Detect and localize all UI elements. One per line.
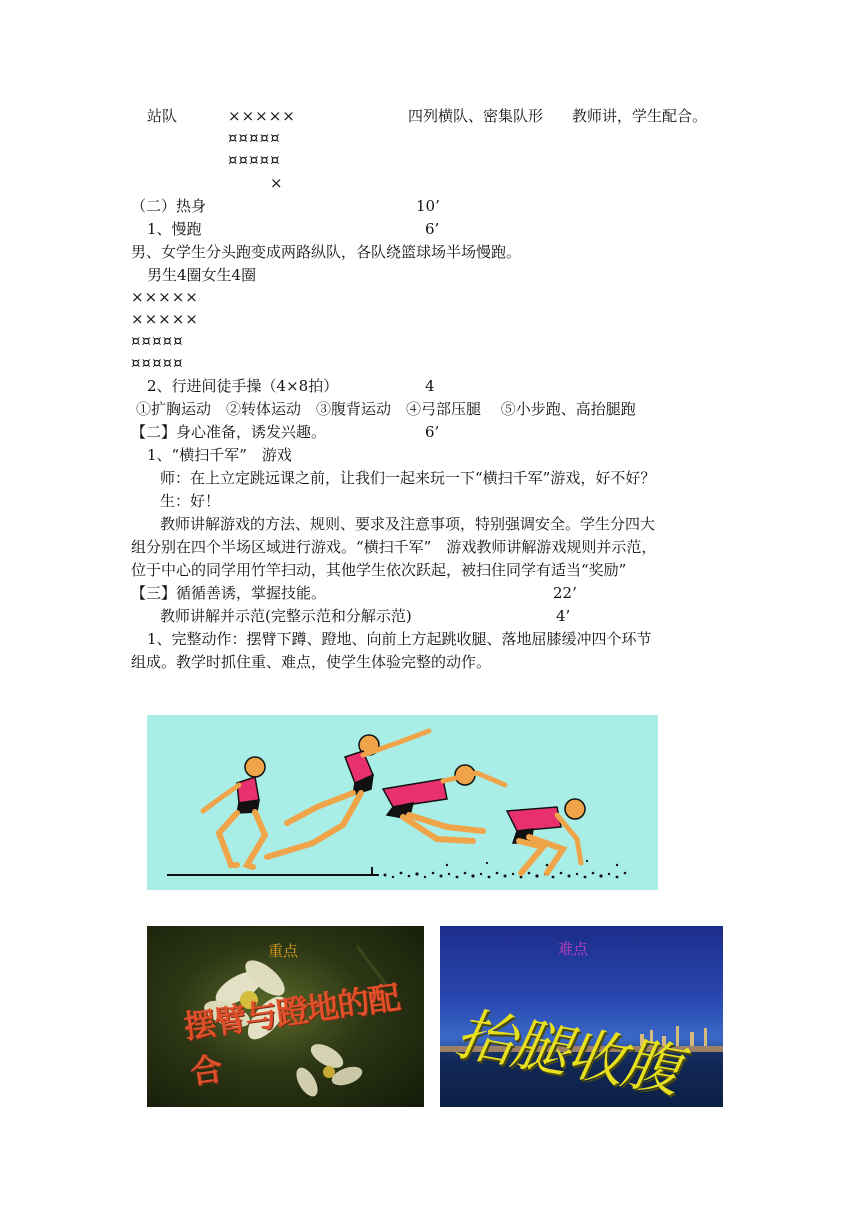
- section-2-time: 6’: [425, 423, 440, 441]
- formation-x-row: ×××××: [228, 107, 296, 125]
- jog-formation-row-2: ×××××: [131, 310, 199, 328]
- section-3-time: 22’: [553, 584, 577, 602]
- jog-time: 6’: [425, 220, 440, 238]
- student-answer: 生：好！: [160, 492, 221, 510]
- jog-formation-row-1: ×××××: [131, 288, 199, 306]
- item-jog: 1、慢跑: [147, 220, 202, 238]
- heading-section-2: 【二】身心准备，诱发兴趣。: [131, 423, 327, 441]
- laps-text: 男生4圈女生4圈: [147, 266, 257, 284]
- heading-section-3: 【三】循循善诱，掌握技能。: [131, 584, 327, 602]
- jog-formation-row-4: ¤¤¤¤¤: [131, 354, 184, 372]
- difficulty-text: 抬腿收腹: [451, 999, 684, 1106]
- full-action-line-1: 1、完整动作：摆臂下蹲、蹬地、向前上方起跳收腿、落地屈膝缓冲四个环节: [147, 630, 652, 648]
- exercise-moves: ①扩胸运动 ②转体运动 ③腹背运动 ④弓部压腿 ⑤小步跑、高抬腿跑: [136, 400, 636, 418]
- full-action-line-2: 组成。教学时抓住重、难点，使学生体验完整的动作。: [131, 653, 492, 671]
- jog-description: 男、女学生分头跑变成两路纵队，各队绕篮球场半场慢跑。: [131, 243, 522, 261]
- line-teacher-talk: 教师讲，学生配合。: [572, 107, 708, 125]
- game-paragraph-line-3: 位于中心的同学用竹竿扫动，其他学生依次跃起，被扫住同学有适当“奖励”: [131, 561, 627, 579]
- teacher-position-mark: ×: [270, 174, 283, 192]
- teacher-question: 师：在上立定跳远课之前，让我们一起来玩一下“横扫千军”游戏，好不好？: [160, 469, 656, 487]
- key-point-label: 重点: [268, 942, 299, 960]
- difficulty-image: [440, 926, 723, 1107]
- exercise-time: 4: [425, 377, 435, 395]
- warmup-time: 10’: [416, 197, 440, 215]
- jog-formation-row-3: ¤¤¤¤¤: [131, 332, 184, 350]
- formation-o-row-2: ¤¤¤¤¤: [228, 151, 281, 169]
- formation-o-row-1: ¤¤¤¤¤: [228, 129, 281, 147]
- long-jump-illustration: [147, 715, 658, 890]
- demo-time: 4’: [556, 607, 571, 625]
- line-zhandui: 站队: [147, 107, 178, 125]
- difficulty-label: 难点: [558, 940, 589, 958]
- key-point-image: [147, 926, 424, 1107]
- game-paragraph-line-2: 组分别在四个半场区域进行游戏。“横扫千军” 游戏教师讲解游戏规则并示范，: [131, 538, 657, 556]
- key-point-text: 摆臂与蹬地的配合: [181, 978, 402, 1092]
- item-game: 1、“横扫千军” 游戏: [147, 446, 292, 464]
- demo-line: 教师讲解并示范(完整示范和分解示范): [160, 607, 412, 625]
- line-formation: 四列横队、密集队形: [408, 107, 544, 125]
- item-exercise: 2、行进间徒手操（4×8拍）: [147, 377, 339, 395]
- heading-warmup: （二）热身: [131, 197, 207, 215]
- game-paragraph-line-1: 教师讲解游戏的方法、规则、要求及注意事项，特别强调安全。学生分四大: [160, 515, 656, 533]
